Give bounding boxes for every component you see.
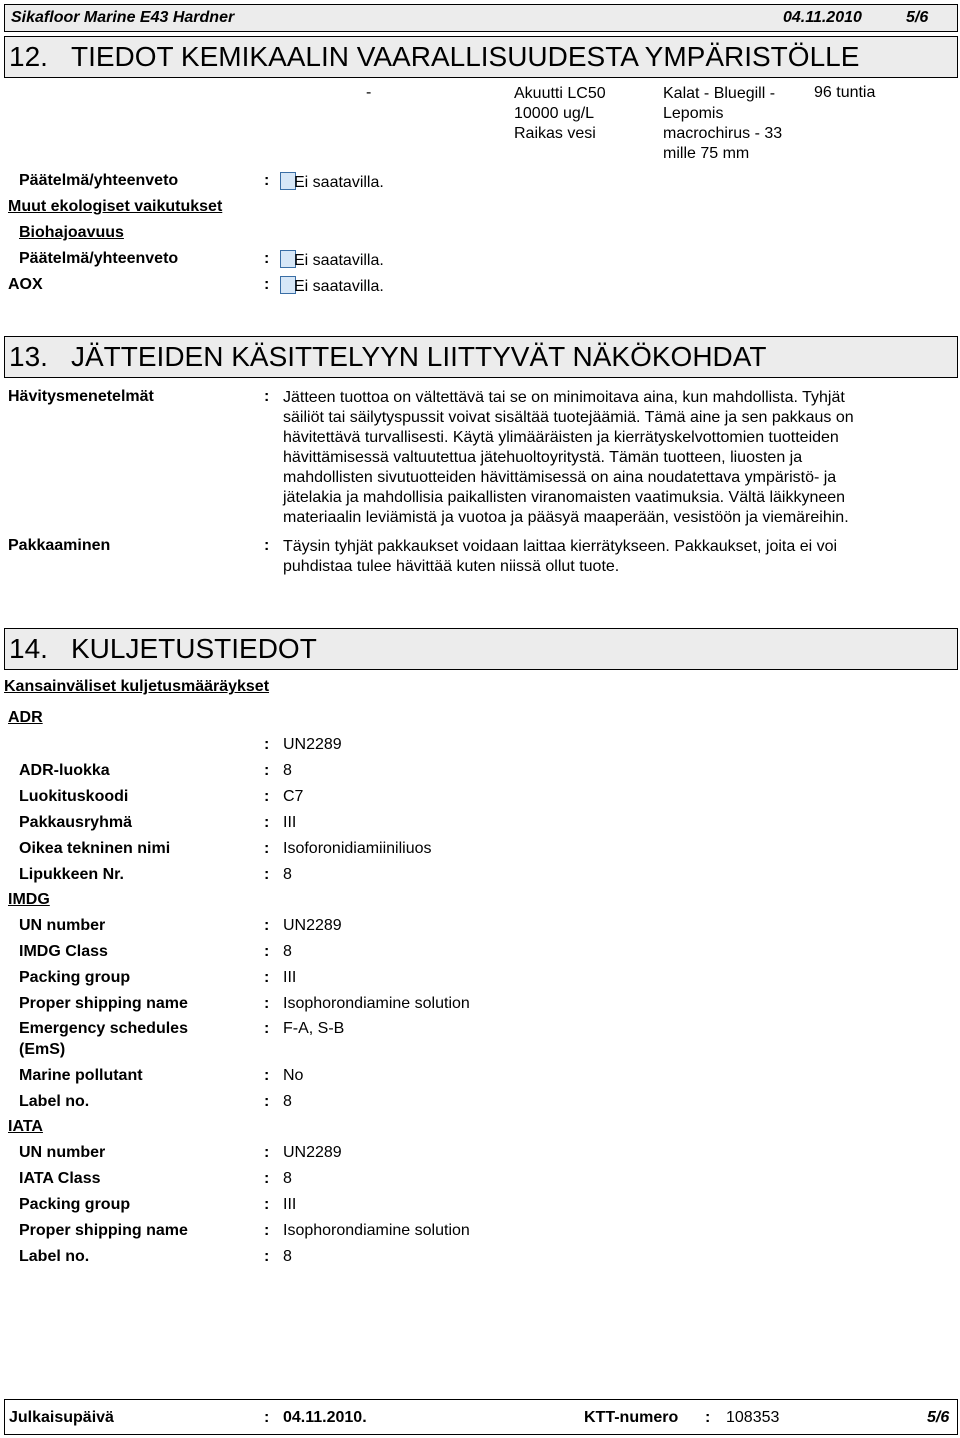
- colon: :: [264, 788, 270, 805]
- tox-species-line: macrochirus - 33: [663, 125, 783, 142]
- adr-row-value: III: [283, 814, 297, 831]
- intl-transport-heading: Kansainväliset kuljetusmääräykset: [4, 678, 270, 695]
- iata-row-value: III: [283, 1196, 297, 1213]
- section-13-heading: [4, 336, 958, 378]
- colon: :: [264, 1248, 270, 1265]
- iata-row-value: 8: [283, 1248, 292, 1265]
- adr-row-value: C7: [283, 788, 304, 805]
- tox-test-line: Akuutti LC50: [514, 85, 606, 102]
- disposal-label: Hävitysmenetelmät: [8, 388, 154, 405]
- colon: :: [264, 1144, 270, 1161]
- tox-dash: -: [366, 84, 372, 101]
- iata-row-value: UN2289: [283, 1144, 342, 1161]
- disposal-line: hävitettävä turvallisesti. Käytä ylimääräisten ja kierrätyskelvottomien tuotteiden: [283, 429, 839, 446]
- conclusion-label: Päätelmä/yhteenveto: [19, 172, 179, 189]
- colon: :: [264, 1170, 270, 1187]
- conclusion-label: Päätelmä/yhteenveto: [19, 250, 179, 267]
- imdg-row-label: Proper shipping name: [19, 995, 188, 1012]
- colon: :: [264, 943, 270, 960]
- imdg-row-value: UN2289: [283, 917, 342, 934]
- adr-row-label: Oikea tekninen nimi: [19, 840, 171, 857]
- conclusion-value: [280, 172, 384, 192]
- tox-test-line: 10000 ug/L: [514, 105, 595, 122]
- document-title: Sikafloor Marine E43 Hardner: [11, 9, 235, 26]
- conclusion-value: [280, 250, 384, 270]
- section-title: JÄTTEIDEN KÄSITTELYYN LIITTYVÄT NÄKÖKOHDAT: [71, 341, 767, 372]
- iata-row-label: Packing group: [19, 1196, 131, 1213]
- footer-page-number: 5/6: [927, 1409, 950, 1426]
- colon: :: [264, 250, 270, 267]
- section-14-heading: [4, 628, 958, 670]
- imdg-row-label: Label no.: [19, 1093, 90, 1110]
- imdg-row-value: No: [283, 1067, 304, 1084]
- imdg-row-label: UN number: [19, 917, 106, 934]
- disposal-line: materiaalin leviämistä ja vuotoa ja pääsyä maaperään, vesistöön ja viemäreihin.: [283, 509, 849, 526]
- tox-test-line: Raikas vesi: [514, 125, 596, 142]
- colon: :: [264, 736, 270, 753]
- colon: :: [264, 1196, 270, 1213]
- iata-row-value: Isophorondiamine solution: [283, 1222, 470, 1239]
- section-number: 13.: [9, 341, 48, 372]
- iata-row-label: UN number: [19, 1144, 106, 1161]
- colon: :: [264, 388, 270, 405]
- page-number: 5/6: [906, 9, 929, 26]
- imdg-row-value: F-A, S-B: [283, 1020, 345, 1037]
- colon: :: [264, 840, 270, 857]
- conclusion-value-text: Ei saatavilla.: [294, 252, 384, 269]
- aox-value-text: Ei saatavilla.: [294, 278, 384, 295]
- aox-value: [280, 276, 384, 296]
- colon: :: [264, 995, 270, 1012]
- colon: :: [264, 1067, 270, 1084]
- adr-un-value: UN2289: [283, 736, 342, 753]
- imdg-row-label: Emergency schedules: [19, 1020, 188, 1037]
- disposal-line: säiliöt tai säilytyspussit voivat sisältää tuotejäämiä. Tämä aine ja sen pakkaus on: [283, 409, 854, 426]
- imdg-row-label-cont: (EmS): [19, 1041, 66, 1058]
- tox-duration: 96 tuntia: [814, 84, 876, 101]
- iata-heading: IATA: [8, 1118, 43, 1135]
- other-effects-heading: Muut ekologiset vaikutukset: [8, 198, 223, 215]
- section-title: TIEDOT KEMIKAALIN VAARALLISUUDESTA YMPÄRISTÖLLE: [71, 41, 860, 72]
- disposal-text: [283, 388, 943, 528]
- disposal-line: jätelakia ja mahdollisia paikallisten viranomaisten vaatimuksia. Vältä läikkyneen: [283, 489, 846, 506]
- colon: :: [264, 1093, 270, 1110]
- disposal-line: mahdollisten sivutuotteiden hävittämisessä on aina noudatettava ympäristö- ja: [283, 469, 837, 486]
- disposal-line: Jätteen tuottoa on vältettävä tai se on minimoitava aina, kun mahdollista. Tyhjät: [283, 389, 845, 406]
- section-12-heading: [4, 36, 958, 78]
- packaging-label: Pakkaaminen: [8, 537, 111, 554]
- packaging-text: [283, 537, 943, 577]
- imdg-heading: IMDG: [8, 891, 50, 908]
- packaging-line: Täysin tyhjät pakkaukset voidaan laittaa kierrätykseen. Pakkaukset, joita ei voi: [283, 538, 838, 555]
- colon: :: [264, 172, 270, 189]
- imdg-row-value: 8: [283, 943, 292, 960]
- adr-row-value: 8: [283, 866, 292, 883]
- colon: :: [264, 917, 270, 934]
- colon: :: [264, 969, 270, 986]
- conclusion-value-text: Ei saatavilla.: [294, 174, 384, 191]
- adr-row-label: Luokituskoodi: [19, 788, 129, 805]
- iata-row-value: 8: [283, 1170, 292, 1187]
- ktt-number-value: 108353: [726, 1409, 780, 1426]
- disposal-line: hävittämisessä valtuutettua jätehuoltoyritystä. Tämän tuotteen, liuosten ja: [283, 449, 803, 466]
- tox-species-line: Lepomis: [663, 105, 724, 122]
- section-number: 12.: [9, 41, 48, 72]
- document-footer: [4, 1399, 958, 1435]
- section-title: KULJETUSTIEDOT: [71, 633, 317, 664]
- section-number: 14.: [9, 633, 48, 664]
- tox-species-line: mille 75 mm: [663, 145, 750, 162]
- tox-test: [514, 84, 606, 144]
- imdg-row-label: Packing group: [19, 969, 131, 986]
- colon: :: [264, 276, 270, 293]
- adr-row-label: Lipukkeen Nr.: [19, 866, 124, 883]
- adr-row-value: 8: [283, 762, 292, 779]
- colon: :: [264, 866, 270, 883]
- imdg-row-label: Marine pollutant: [19, 1067, 143, 1084]
- colon: :: [264, 1409, 270, 1426]
- biodegradation-heading: Biohajoavuus: [19, 224, 124, 241]
- iata-row-label: IATA Class: [19, 1170, 101, 1187]
- adr-row-value: Isoforonidiamiiniliuos: [283, 840, 432, 857]
- aox-label: AOX: [8, 276, 43, 293]
- document-date: 04.11.2010: [783, 9, 862, 26]
- colon: :: [705, 1409, 711, 1426]
- imdg-row-label: IMDG Class: [19, 943, 108, 960]
- adr-heading: ADR: [8, 709, 43, 726]
- colon: :: [264, 1222, 270, 1239]
- imdg-row-value: 8: [283, 1093, 292, 1110]
- publication-date-label: Julkaisupäivä: [9, 1409, 114, 1426]
- colon: :: [264, 537, 270, 554]
- tox-species-line: Kalat - Bluegill -: [663, 85, 776, 102]
- colon: :: [264, 762, 270, 779]
- colon: :: [264, 1020, 270, 1037]
- ktt-number-label: KTT-numero: [584, 1409, 679, 1426]
- document-header: [4, 4, 958, 32]
- iata-row-label: Proper shipping name: [19, 1222, 188, 1239]
- publication-date-value: 04.11.2010.: [283, 1409, 367, 1426]
- colon: :: [264, 814, 270, 831]
- adr-row-label: ADR-luokka: [19, 762, 110, 779]
- packaging-line: puhdistaa tulee hävittää kuten niissä ollut tuote.: [283, 558, 620, 575]
- adr-row-label: Pakkausryhmä: [19, 814, 132, 831]
- imdg-row-value: Isophorondiamine solution: [283, 995, 470, 1012]
- tox-species: [663, 84, 782, 164]
- iata-row-label: Label no.: [19, 1248, 90, 1265]
- imdg-row-value: III: [283, 969, 297, 986]
